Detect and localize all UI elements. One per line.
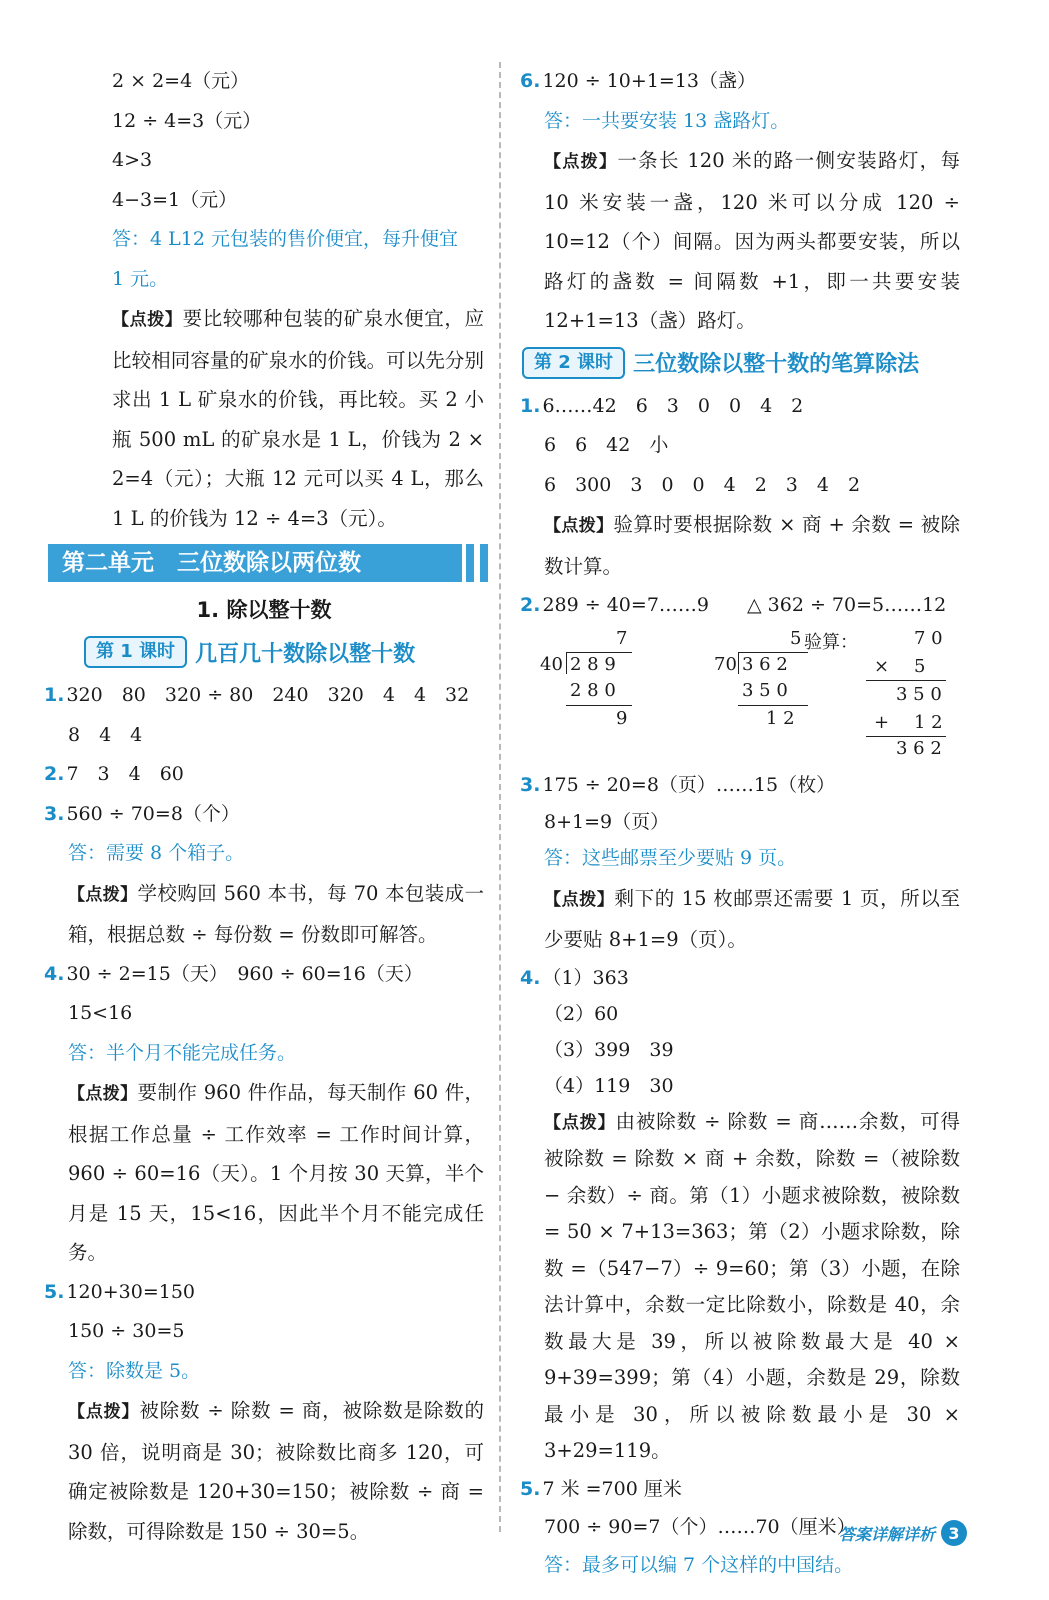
tip-tag: 【点拨】 xyxy=(112,310,183,330)
tip-text: 一条长 120 米的路一侧安装路灯，每 10 米安装一盏，120 米可以分成 120 ÷ 10=12（个）间隔。因为两头都要安装，所以路灯的盏数 = 间隔数 +1，即一共要安装 12+1=13（盏）路灯。 xyxy=(544,149,960,332)
tip-paragraph xyxy=(44,874,484,955)
tip-tag: 【点拨】 xyxy=(68,1402,140,1422)
lesson-header xyxy=(522,343,960,383)
check-a: 7 0 xyxy=(914,627,943,649)
page-footer xyxy=(839,1520,967,1546)
question-number: 5. xyxy=(520,1477,541,1500)
answer-text: 15<16 xyxy=(68,1002,133,1024)
calc-line: 2 × 2=4（元） xyxy=(112,70,250,92)
check-op1: × xyxy=(874,655,890,677)
calc-line: 4>3 xyxy=(112,149,153,171)
answer-text: 6 6 42 小 xyxy=(544,434,669,456)
lesson-title: 几百几十数除以整十数 xyxy=(195,641,416,667)
answer-text: 7 3 4 60 xyxy=(66,763,184,785)
question-number: 2. xyxy=(44,763,65,785)
answer-line: 答：这些邮票至少要贴 9 页。 xyxy=(544,847,797,869)
lesson-badge: 第 2 课时 xyxy=(522,347,625,379)
answer-text: （2）60 xyxy=(544,1002,619,1025)
tip-paragraph xyxy=(520,141,960,341)
column-divider xyxy=(499,62,501,1532)
tip-paragraph xyxy=(44,1391,484,1551)
tip-text: 要比较哪种包装的矿泉水便宜，应比较相同容量的矿泉水的价钱。可以先分别求出 1 L 矿泉水的价钱，再比较。买 2 小瓶 500 mL 的矿泉水是 1 L，价钱为 2 × 2=4（元）；大瓶 12 元可以买 4 L，那么 1 L 的价钱为 12 ÷ 4=3（元）。 xyxy=(112,307,484,530)
question-number: 1. xyxy=(520,394,541,417)
tip-paragraph xyxy=(44,299,484,538)
tip-text: 要制作 960 件作品，每天制作 60 件，根据工作总量 ÷ 工作效率 = 工作时间计算，960 ÷ 60=16（天）。1 个月按 30 天算，半个月是 15 天，15<16，因此半个月不能完成任务。 xyxy=(68,1081,485,1264)
answer-line: 答：需要 8 个箱子。 xyxy=(68,842,245,864)
answer-line: 答：除数是 5。 xyxy=(68,1359,201,1382)
tip-paragraph xyxy=(520,879,960,960)
answer-text: 120+30=150 xyxy=(66,1280,195,1303)
answer-text: 6 300 3 0 0 4 2 3 4 2 xyxy=(544,473,861,496)
answer-text: 289 ÷ 40=7……9 △ 362 ÷ 70=5……12 xyxy=(542,594,947,616)
div1-divisor: 40 xyxy=(540,653,563,675)
check-op2: + xyxy=(874,711,890,733)
answer-line: 答：最多可以编 7 个这样的中国结。 xyxy=(544,1553,854,1576)
tip-tag: 【点拨】 xyxy=(544,1112,616,1133)
tip-text: 学校购回 560 本书，每 70 本包装成一箱，根据总数 ÷ 每份数 = 份数即可解答。 xyxy=(68,881,485,946)
check-label: 验算： xyxy=(804,631,858,653)
check-result: 3 6 2 xyxy=(896,737,942,759)
check-c: 3 5 0 xyxy=(896,683,942,705)
answer-text: 320 80 320 ÷ 80 240 320 4 4 32 xyxy=(66,684,470,706)
answer-line: 答：一共要安装 13 盏路灯。 xyxy=(544,109,790,132)
tip-tag: 【点拨】 xyxy=(544,516,614,536)
question-number: 6. xyxy=(520,70,541,92)
question-number: 1. xyxy=(44,684,65,706)
check-b: 5 xyxy=(914,655,926,677)
tip-text: 剩下的 15 枚邮票还需要 1 页，所以至少要贴 8+1=9（页）。 xyxy=(544,886,961,951)
answer-text: 120 ÷ 10+1=13（盏） xyxy=(542,70,756,92)
answer-text: 8 4 4 xyxy=(68,723,143,746)
long-division-block xyxy=(520,626,960,758)
div2-remainder: 1 2 xyxy=(766,707,795,729)
tip-text: 被除数 ÷ 除数 = 商，被除数是除数的 30 倍，说明商是 30；被除数比商多 120，可确定被除数是 120+30=150；被除数 ÷ 商 = 除数，可得除数是 150 ÷ 30=5。 xyxy=(68,1399,484,1543)
div1-dividend: 2 8 9 xyxy=(570,653,616,675)
answer-text: 560 ÷ 70=8（个） xyxy=(66,802,240,825)
lesson-header xyxy=(84,632,484,672)
div2-dividend: 3 6 2 xyxy=(742,653,788,675)
lesson-title: 三位数除以整十数的笔算除法 xyxy=(633,352,920,377)
tip-paragraph xyxy=(520,1104,960,1470)
div2-product: 3 5 0 xyxy=(742,679,788,701)
div1-remainder: 9 xyxy=(616,707,628,729)
question-number: 3. xyxy=(44,802,65,825)
div2-divisor: 70 xyxy=(714,653,737,675)
calc-line: 4−3=1（元） xyxy=(112,188,238,211)
check-d: 1 2 xyxy=(914,711,943,733)
answer-text: （1）363 xyxy=(542,966,629,989)
lesson-badge: 第 1 课时 xyxy=(84,636,187,668)
div1-quotient: 7 xyxy=(616,627,628,649)
question-number: 3. xyxy=(520,773,541,796)
answer-text: 30 ÷ 2=15（天） 960 ÷ 60=16（天） xyxy=(66,962,423,985)
tip-paragraph xyxy=(44,1073,484,1273)
page-number: 3 xyxy=(941,1520,967,1546)
unit-banner xyxy=(48,544,462,582)
tip-paragraph xyxy=(520,505,960,586)
banner-bars-icon xyxy=(466,544,496,582)
answer-text: 8+1=9（页） xyxy=(544,811,670,833)
question-number: 4. xyxy=(44,962,65,985)
calc-line: 12 ÷ 4=3（元） xyxy=(112,109,262,132)
answer-line: 1 元。 xyxy=(112,267,169,290)
footer-label: 答案详解详析 xyxy=(838,1524,935,1544)
tip-tag: 【点拨】 xyxy=(68,884,138,905)
answer-text: （3）399 39 xyxy=(544,1038,674,1061)
question-number: 4. xyxy=(520,966,541,989)
unit-title: 第二单元 三位数除以两位数 xyxy=(62,550,361,576)
answer-text: 175 ÷ 20=8（页）……15（枚） xyxy=(542,773,836,796)
answer-text: 700 ÷ 90=7（个）……70（厘米） xyxy=(544,1515,856,1538)
section-title: 1. 除以整十数 xyxy=(196,598,332,622)
question-number: 2. xyxy=(520,594,541,616)
tip-text: 验算时要根据除数 × 商 + 余数 = 被除数计算。 xyxy=(544,513,960,578)
tip-tag: 【点拨】 xyxy=(68,1084,138,1104)
tip-tag: 【点拨】 xyxy=(544,889,615,910)
tip-tag: 【点拨】 xyxy=(544,152,618,172)
answer-text: 7 米 =700 厘米 xyxy=(542,1477,682,1500)
answer-line: 答：半个月不能完成任务。 xyxy=(68,1041,297,1064)
question-number: 5. xyxy=(44,1280,65,1303)
answer-text: 150 ÷ 30=5 xyxy=(68,1320,185,1342)
answer-text: （4）119 30 xyxy=(544,1074,674,1097)
tip-text: 由被除数 ÷ 除数 = 商……余数，可得被除数 = 除数 × 商 + 余数，除数 =（被除数 − 余数）÷ 商。第（1）小题求被除数，被除数 = 50 × 7+13=363；第（2）小题求除数，除数 =（547−7）÷ 9=60；第（3）小题，在除法计算中，余数一定比除数小，除数是 40，余数最大是 39，所以被除数最大是 40 × 9+39=399；第（4）小题，余数是 29，除数最小是 30，所以被除数最小是 30 × 3+29=119。 xyxy=(544,1109,960,1462)
right-column xyxy=(520,62,960,1584)
div1-product: 2 8 0 xyxy=(570,679,616,701)
left-column xyxy=(44,62,484,1551)
div2-quotient: 5 xyxy=(790,627,802,649)
answer-text: 6……42 6 3 0 0 4 2 xyxy=(542,394,804,417)
answer-line: 答：4 L12 元包装的售价便宜，每升便宜 xyxy=(112,228,458,250)
